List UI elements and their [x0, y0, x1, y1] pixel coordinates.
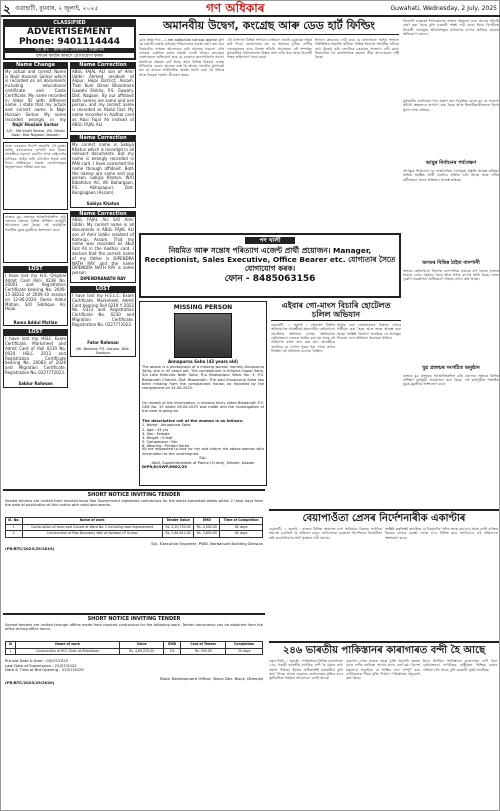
newspaper-logo: গণ অধিকাৰ	[206, 1, 265, 15]
table-row	[6, 531, 263, 538]
table-cell: 1	[6, 648, 16, 655]
classified-banner	[3, 19, 136, 60]
descriptive-roll-item: 6. Wearing : Printed Saree	[142, 444, 190, 449]
table-cell: 2%	[164, 648, 181, 655]
tender-notice-1	[3, 489, 265, 609]
tender-signature: Block Development Officer, Block Dev. Block, Dhemaji	[160, 675, 263, 681]
article-body: বিজেপি চৰকাৰৰ শাসনকালত ৰাজ্যৰ উন্নয়নৰ বাবে অনেক আঁচনি গ্ৰহণ কৰা হৈছে বুলি চৰকাৰী পক্ষই দাবী কৰে। ইয়াৰ বিপৰীতে বিৰোধী দলসমূহে আঁচনিসমূহৰ ৰূপায়ণত ব্যাপক অনিয়ম হোৱাৰ অভিযোগ তোলে।	[403, 19, 499, 36]
ad-name-correction	[70, 211, 136, 284]
article-body: অসমৰ কেইবাখনো জিলাত বানপানীয়ে ভয়াবহ ৰূপ লৈছে। হাজাৰ হাজাৰ লোক গৃহহাৰা হৈছে আৰু শস্যৰ ব্যাপক ক্ষতি হৈছে। ৰাজ্য দুৰ্যোগ ব্যৱস্থাপনা প্ৰাধিকৰণে সাহায্য প্ৰদান কৰি আছে।	[403, 268, 499, 282]
missing-sd: Sd/-	[199, 455, 207, 461]
classified-call-line: মিঃ ক্ৰঃ - কলকাতা ডেকালীন বিজ্ঞাপন	[5, 48, 134, 53]
tender-title: SHORT NOTICE INVITING TENDER	[87, 616, 181, 622]
ad-signature: Rama Addul Matian	[13, 319, 58, 325]
tender-date: Date & Time of Bid Opening : 22/07/2025	[5, 667, 84, 673]
table-header-cell: Completion	[226, 641, 263, 648]
date-left: গুৱাহাটী, বুধবাৰ, ২ জুলাই, ২০২৫	[15, 5, 99, 12]
table-row	[6, 648, 263, 655]
ad-body: ABUL FAJAL ALI S/O Amir Uddin. My correct name in all documents is ABUL FAJAL ALI son of Amir Uddin resident of Kamrup, Assam. That my name was recorded as Abul Fazl Ali in the Aadhar card. I declare that the correct name of my father is DIPENDRA NATH RAY and the name DIPENDRA NATH RAY is same person.	[72, 217, 134, 276]
date-right: Guwahati, Wednesday, 2 July, 2025	[390, 5, 497, 12]
right-column	[403, 19, 499, 489]
article-body: ইয়াৰ উপৰিও পাকিস্তানৰ কাৰাগাৰত বন্দী থকা কেইবাজনো নাগৰিকৰ ৰাষ্ট্ৰীয়তা নিশ্চিত কৰাৰ প্ৰক্ৰিয়া চলি আছে বুলি চৰকাৰী সূত্ৰই জনাইছে।	[423, 659, 497, 672]
article-prisoners	[269, 641, 499, 809]
article-headline: এইবাৰ গো-মাংস বিচাৰি হোটেলত চলিল অভিযান	[271, 301, 401, 321]
table-cell: Construction of Pipe Boundary Wall at Kaliabor LP School	[22, 531, 162, 538]
tender-table	[5, 517, 263, 538]
tender-body: Sealed tenders are invited from reputed bona fide Government registered contractors for the works tabulated below within 2 (two) days from the date of publication of this notice with valid documents.	[5, 498, 263, 508]
advert-body: নিয়মিত আৰু সন্তোষ পৰিত্যাগ এজেন্ট প্ৰাৰ্থী প্ৰয়োজন। Manager, Receptionist, Sales Executive, Office Bearer etc. যোগ্যতাৰ সৈতে যোগাযোগ কৰক।	[144, 246, 396, 274]
table-header-cell: Value	[120, 641, 164, 648]
descriptive-roll-item: 5. Complexion : Fair	[142, 440, 178, 445]
ad-signature: Fator Rahman	[87, 340, 119, 345]
advert-phone: ফোন - 8485063156	[224, 274, 316, 285]
ad-heading: Name Correction	[71, 136, 135, 142]
descriptive-roll	[142, 423, 264, 447]
classified-phone: Phone: 9401114444	[18, 36, 121, 47]
article-protest	[269, 509, 499, 639]
descriptive-roll-item: 3. Sex : Female	[142, 431, 170, 436]
ad-heading: LOST	[71, 287, 135, 293]
ad-signature-detail: Vill- Belpara, P.S. Gohpur, Dist- Sonitpur	[76, 346, 130, 355]
table-header-cell: Name of work	[22, 517, 162, 524]
photo-caption: Annapurna Saha (43 years old)	[168, 359, 238, 365]
article-congress	[139, 19, 399, 231]
ad-heading: LOST	[4, 267, 67, 273]
tender-date: Last Date of Submission : 22/07/2025	[5, 662, 77, 668]
ad-lost	[70, 286, 136, 357]
table-row	[6, 524, 263, 531]
tender-title: SHORT NOTICE INVITING TENDER	[87, 492, 181, 498]
article-body: নতুন দিল্লী, ১ জুলাই : পাকিস্তানৰ বিভিন্ন কাৰাগাৰত ২৪৬ গৰাকী ভাৰতীয় নাগৰিক বন্দী হৈ থকাৰ তথ্য প্ৰকাশ পাইছে। ইয়াৰে অধিকাংশই মাছমৰীয়া বুলি জনা গৈছে। ভাৰত চৰকাৰে তেওঁলোকৰ মুক্তিৰ বাবে কূটনৈতিক পৰ্যায়ত আলোচনা চলাই আছে।	[269, 659, 343, 681]
article-headline: অমানবীয় উদ্বেগ, কংগ্ৰেছ আৰু ডেড হাৰ্ট ফিল্ডিং	[139, 19, 399, 35]
article-headline: ২৪৬ ভাৰতীয় পাকিস্তানৰ কাৰাগাৰত বন্দী হৈ আছে	[282, 645, 486, 656]
article-body: আটক কৰা লোকসকলৰ বিৰুদ্ধে গোচৰ পঞ্জীয়ন কৰা হৈছে আৰু তদন্ত আৰম্ভ কৰা হৈছে। সংশ্লিষ্ট বিভাগে জনাইছে যে আগন্তুক দিনতো এনে অভিযান অব্যাহত থাকিব।	[337, 323, 401, 340]
article-beef-raid	[271, 301, 401, 506]
table-cell: 1	[6, 524, 23, 531]
table-header-cell: Sl. No.	[6, 517, 23, 524]
article-body: সংশ্লিষ্ট কৰ্তৃপক্ষই জনাইছে যে বিষয়টোৰ গভীৰ তদন্ত কৰা হ'ব আৰু দোষী ব্যক্তিৰ বিৰুদ্ধে কঠোৰ ব্যৱস্থা লোৱা হ'ব। বিভিন্ন ছাত্ৰ সংগঠনেও এই প্ৰতিবাদত অংশগ্ৰহণ কৰে।	[385, 527, 498, 540]
tender-notice-2	[3, 613, 265, 809]
classified-label: CLASSIFIED	[5, 21, 134, 27]
missing-person-photo	[174, 313, 232, 358]
ad-signature: Sabiur Rahman	[18, 381, 53, 387]
classified-ads-line: বহুতৰ কাৰ্য্যৰ কাৰণে যোগাযোগ কৰক	[36, 54, 103, 60]
ad-body: I have lost my H.S. Original Admit Card Roll- 0238 No. 20001 and Registration Certificate bearing No. 2009-15-38232 of 2009-10 session on 12-06-2024. Rama Addul Matian, S/O Siddique Ali, Hojai.	[5, 272, 66, 312]
ad-body: I have lost my H.S.L.C. Exam Certificate, Marksheet, Admit Card bearing Roll 0219 Y 2022 No. 0313 and Registration Certificate No. 0230 and Migration Certificate. Registration No. 0227772023.	[72, 293, 134, 327]
ad-signature: DIPENDRANATH RAY	[80, 276, 126, 282]
ad-body: I have lost my HSLC Exam Certificate, Marksheet and Admit Card of Roll 0219 No. 0024 HSLC 2013 and Registration Certificate bearing No. 20083 of 2026 and Migration Certificate. Registration No. 0227772023.	[5, 336, 66, 375]
table-cell: 60 days	[220, 531, 263, 538]
table-cell: Rs. 500.00	[181, 648, 226, 655]
ad-lost	[3, 266, 68, 327]
table-cell: Rs. 3,800.00	[194, 531, 220, 538]
table-cell: Construction of drain and Culvert at Ward No. 2 including road improvement	[22, 524, 162, 531]
ad-body: ৰাজ্যৰ যুৱ প্ৰজন্মক আত্মনিৰ্ভৰশীল কৰি তোলাৰ লক্ষ্যৰে বিভিন্ন প্ৰশিক্ষণ কাৰ্যসূচী আয়োজন কৰা হৈছে। এই কাৰ্যসূচীত শতাধিক যুৱক-যুৱতীয়ে অংশগ্ৰহণ কৰে।	[5, 214, 66, 232]
article-body: ৰাজ্যৰ যুৱ প্ৰজন্মক আত্মনিৰ্ভৰশীল কৰি তোলাৰ লক্ষ্যৰে বিভিন্ন প্ৰশিক্ষণ কাৰ্যসূচী আয়োজন কৰা হৈছে। এই কাৰ্যসূচীত শতাধিক যুৱক-যুৱতীয়ে অংশগ্ৰহণ কৰে।	[403, 373, 499, 387]
article-body: মোৰ প্ৰশ্নৰ পৰা... I am addictive cannot blame বুলি কৈ নৱাজী বাতৰি মাধ্যমক পৰিচালনাৰ ব্যৱস্থা গ্ৰহণ কৰা হয়। বিষয়টোৰ ওপৰত আলোচনা কৰি সমাজৰ সকলো বৰ্গৰ লোকক একত্ৰিত কৰাৰ প্ৰচেষ্টা চলাই আছে। কংগ্ৰেছৰ নেতাসকলে অভিযোগ কৰে যে চৰকাৰে জনসাধাৰণৰ সমস্যা সমাধানৰ ক্ষেত্ৰত ব্যৰ্থ হৈছে আৰু বিভিন্ন বিষয়ত গুৰুত্ব নিদিয়াকৈ কেৱল প্ৰচাৰত ব্যস্ত হৈ আছে। দলটোৰ মুখপাত্ৰই কয় যে ৰাজ্যৰ অৰ্থনৈতিক অৱস্থা ক্ৰমাৎ বেয়া হৈ পৰিছে আৰু নিবনুৱা সমস্যা তীব্ৰতৰ হৈছে।	[139, 38, 224, 77]
table-header-cell: Sl	[6, 641, 16, 648]
table-cell: 30 days	[226, 648, 263, 655]
page-number: ২	[3, 2, 11, 16]
ad-body: My actual and correct Name is Najir Hussain Sarkar which is recorded on all documents including educational certificate and Caste Certificate. My name recorded in Voter ID with different name. I state that my actual and correct name is Najir Hussain Sarkar. My name recorded wrongly in my	[5, 68, 66, 122]
ad-signature: Najir Hussain Sarkar	[12, 121, 59, 127]
descriptive-roll-heading: The descriptive roll of the woman is as follows:	[142, 417, 244, 423]
tender-ref: (PR/BTC/2023/29/2019)	[5, 545, 55, 551]
ad-body: My correct name is Sabiya Khatun which is recorded in all relevant documents. But my name is wrongly recorded in PAN card. I have corrected the name through affidavit. Both the names are same and one person. Sabiya Khatun, W/O Bibahitun Ali, Vill Bahargaon, P.S. Abhayapuri, Dist. Bongaigaon (Assam).	[72, 141, 134, 195]
ad-lost	[3, 329, 68, 388]
missing-body-2: On receipt of the information, a missing entry video Biswanath P.S. GDE No. 33 dated 26-06-2025 was made and the investigation of the case is going on.	[142, 400, 264, 414]
descriptive-roll-item: 4. Height : 5 feet	[142, 435, 173, 440]
missing-heading: MISSING PERSON	[173, 304, 233, 311]
ad-assamese-block	[3, 142, 68, 210]
article-body: আগন্তুক নিৰ্বাচনক লৈ ৰাজনৈতিক দলসমূহে প্ৰস্তুতি আৰম্ভ কৰিছে। বিভিন্ন সমষ্টিত প্ৰাৰ্থী বাছনিৰ প্ৰক্ৰিয়া চলি আছে আৰু দলীয় কৰ্মীসকলে প্ৰচাৰ অভিযান আৰম্ভ কৰিছে।	[403, 168, 499, 182]
missing-signature: Addl. Superintendent of Police (Crime), Dhubri, Assam	[151, 459, 255, 465]
article-body: গুৱাহাটী, ১ জুলাই : ৰাজ্যৰ বিভিন্ন অঞ্চলত চলা অনিয়মৰ বিৰুদ্ধে নাগৰিক সমাজে একত্ৰিত হৈ প্ৰতিবাদ কৰে। তেওঁলোকে চৰকাৰৰ নিৰ্দেশনাৰ বিৰোধিতা কৰি জনসাধাৰণৰ স্বাৰ্থ সুৰক্ষাৰ দাবী জনায়।	[269, 527, 382, 540]
table-header-cell: EMD	[194, 517, 220, 524]
article-body: ইফালে কংগ্ৰেছে দাবী কৰে যে ৰাজ্যখনত আইন শৃংখলা পৰিস্থিতিৰ অৱনতি ঘটিছে। বিভিন্ন জিলাত সংঘটিত ঘটনাৰ কথা উল্লেখ কৰি দলটোৱে চৰকাৰৰ পদত্যাগ দাবী কৰে। বিষয়টোক লৈ ৰাজনৈতিক মহলত তীব্ৰ আলোড়নৰ সৃষ্টি হৈছে।	[315, 38, 399, 60]
missing-appeal: All are requested to look for her and inform the above woman with information to the undersigned.	[142, 447, 264, 456]
article-headline: বেয়াপাওঁতা প্ৰেসৰ নিৰ্দেশনাৰীক একাণ্টাৰ	[302, 513, 466, 524]
descriptive-roll-item: 1. Name : Annapurna Saha	[142, 423, 191, 428]
tender-signature: Sd/- Executive Engineer, PWD, Barbaruah Building Division	[151, 541, 263, 547]
subheading: যুৱ প্ৰজন্মৰ সংগঠিত অনুষ্ঠান	[422, 364, 480, 371]
advert-heading: পদ খালী	[245, 237, 295, 244]
ad-assamese-block	[3, 213, 68, 263]
article-body: মুখ্যমন্ত্ৰীৰ কাৰ্যালয়ৰ পৰা প্ৰকাশ কৰা বিবৃতিত কোৱা হয় যে সকলো আঁচনি স্বচ্ছতাৰে ৰূপায়ণ কৰা হৈছে আৰু হিতাধিকাৰীসকলে ইয়াৰ সুফল লাভ কৰিছে।	[403, 99, 499, 112]
missing-person-notice	[139, 301, 267, 486]
classified-col-1	[3, 62, 68, 442]
tender-ref: (PR/BTC/2023/29/2020)	[5, 680, 55, 686]
missing-body: The above is a photograph of a missing woman namely Annapurna Saha, she is 43 years old. The complainant is Krishna Gopal Saha, S/o Late Birendra Nath Saha, R/o Bhabanipur Ward No. 3, P.S. Biswanath Chariali, Dist. Biswanath. The said Annapurna Saha has been missing from the complainant house, as reported by the complainant on 24-06-2025.	[142, 364, 264, 391]
classified-title: ADVERTISEMENT	[27, 26, 112, 37]
article-body: গুৱাহাটী, ১ জুলাই : গোমাংস বিক্ৰীৰ অভিযোগত আৰক্ষীয়ে মহানগৰীৰ কেইবাখনো হোটেলত অভিযান চলায়। অভিযানত কেইবাজনো লোকক আটক কৰা হয় আৰু বহু পৰিমাণৰ মাংস জব্দ কৰা হয়। আৰক্ষীয়ে জনাইছে যে গোপন সূত্ৰৰ পৰা পোৱা তথ্যৰ ভিত্তিত এই অভিযান চলোৱা হৈছিল।	[271, 323, 335, 353]
tender-date: Pre-bid Date & time : 03/07/2025	[5, 658, 69, 664]
table-header-cell: Time of Completion	[220, 517, 263, 524]
table-cell: Rs. 4,000.00	[194, 524, 220, 531]
ad-heading: Name Correction	[71, 63, 135, 69]
table-header-cell: Tender Value	[162, 517, 194, 524]
ad-signature: Sabiya Khatun	[86, 200, 120, 206]
table-header-cell: Cost of Tender	[181, 641, 226, 648]
article-body: এই প্ৰসংগত বিভিন্ন সংগঠনে প্ৰতিবাদ জনাই চৰকাৰক সতৰ্ক কৰি দিয়ে। তেওঁলোকে কয় যে সমাজৰ দুখীয়া শ্ৰেণীৰ লোকসকলৰ বাবে বিশেষ আঁচনি প্ৰয়োজন। এই সম্পৰ্কত মুখ্যমন্ত্ৰীয়ে বিধানসভাত বিস্তৃত তথ্য দাঙি ধৰে আৰু বিৰোধী পক্ষৰ অভিযোগ খণ্ডন কৰে।	[227, 38, 312, 60]
table-cell: Rs. 4,20,730.00	[162, 524, 194, 531]
missing-ref: DIPR/D/GWP/0682/25	[142, 464, 187, 470]
ad-body: ABUL FAJAL ALI son of Amir Uddin Ahmed resident of Alipur, Hojai District, Assam. That Kum Bimal Bhoomaira Gawahi Shikha, P.S. Gawahi, Dist. Nagaon. By our affidavit both names are same and one person, and my correct name is recorded as Abdul Fazl. My name recorded in Aadhar card as Abul Fajal Ali instead of ABUL FAJAL ALI.	[72, 68, 134, 127]
ad-name-correction	[70, 62, 136, 132]
ad-name-change	[3, 62, 68, 139]
table-cell: Rs. 4,89,225.00	[120, 648, 164, 655]
ad-heading: Name Change	[4, 63, 67, 69]
table-cell: 2	[6, 531, 23, 538]
table-cell: Rs. 3,84,612.00	[162, 531, 194, 538]
ad-name-correction	[70, 135, 136, 208]
article-body: দুয়োখন দেশৰ মাজত হোৱা চুক্তি অনুসৰি বছৰত দুবাৰ বন্দীৰ তালিকা আদান-প্ৰদান কৰা হয়। বিদেশ মন্ত্ৰালয়ে জনাইছে যে শাস্তিৰ ম্যাদ সম্পূৰ্ণ কৰা বন্দীসকলক শীঘ্ৰে মুক্তি দিবলৈ পাকিস্তানক অনুৰোধ কৰা হৈছে।	[346, 659, 420, 681]
subheading: আছুৰ নিৰ্বাচনৰ পৰ্যবেক্ষণ	[425, 160, 477, 166]
classified-col-2	[70, 62, 136, 442]
ad-signature-detail: S/O - Md Khalil Sarkar, Vill- Dhubi Gaon, Dist Nagaon (Assam)	[6, 128, 65, 137]
tender-body: Sealed tenders are invited through offline mode from reputed contractors for the following work. Tender documents can be obtained from the office during office hours.	[5, 622, 263, 632]
ad-heading: Name Correction	[71, 212, 135, 218]
subheading: অসমৰ বিভিন্ন ঠাইত বানপানী	[422, 259, 480, 266]
descriptive-roll-item: 2. Age : 43 yrs	[142, 427, 169, 432]
masthead	[1, 1, 500, 17]
table-header-cell: Name of work	[15, 641, 119, 648]
ad-body: ৰাজ্য চৰকাৰৰ নিৰ্দেশ অনুসৰি গো-সুৰক্ষা আইন কঠোৰভাৱে ৰূপায়ণ কৰা হৈছে। আৰক্ষীয়ে সকলো হোটেল আৰু ৰেষ্টুৰেণ্টৰ মালিকক আইন মানি চলিবলৈ সতৰ্ক কৰি দিয়ে। অভিযানৰ সময়ত হোটেলসমূহৰ অনুজ্ঞাপত্ৰও পৰীক্ষা কৰা হয়।	[5, 143, 66, 170]
ad-heading: LOST	[4, 330, 67, 336]
table-cell: Construction of RCC Drain at Bhalukbari	[15, 648, 119, 655]
table-cell: 60 days	[220, 524, 263, 531]
tender-table	[5, 641, 263, 656]
table-header-cell: EMD	[164, 641, 181, 648]
job-advert	[139, 233, 401, 298]
